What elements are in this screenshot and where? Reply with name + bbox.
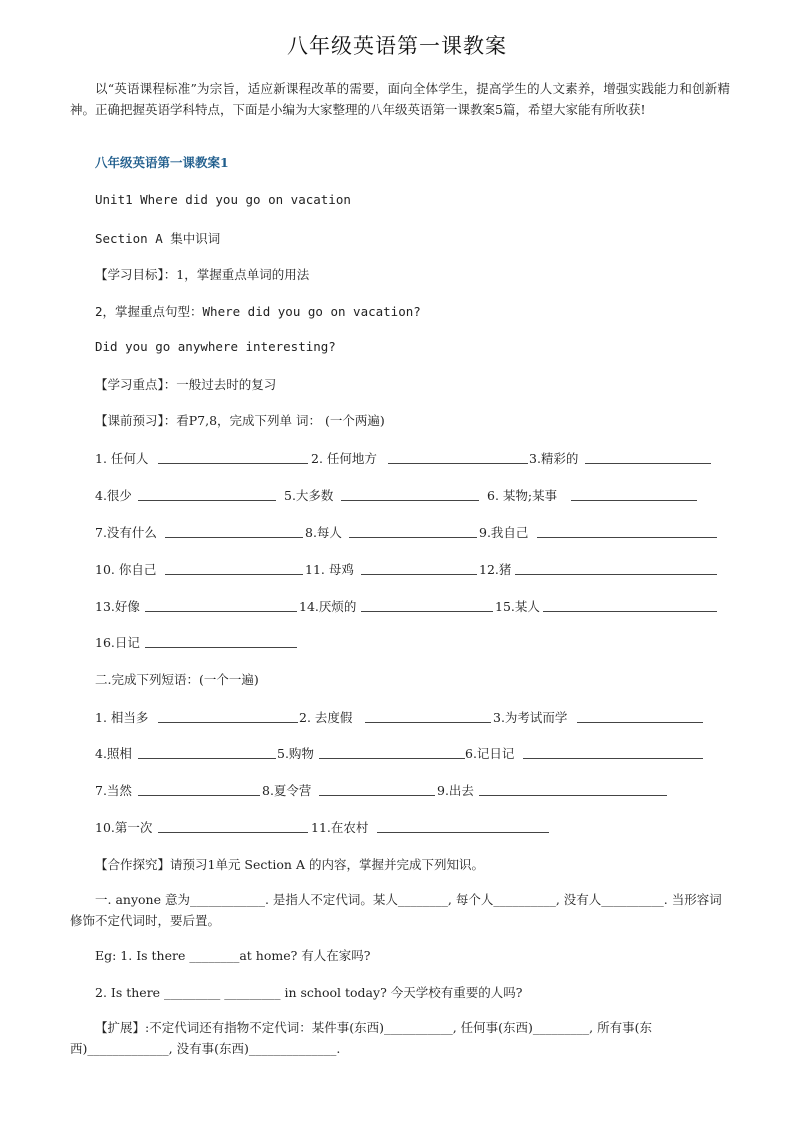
answer-blank[interactable] xyxy=(138,500,276,501)
word-label: 5.大多数 xyxy=(284,488,334,503)
extension-paragraph xyxy=(70,1017,730,1059)
answer-blank[interactable] xyxy=(319,795,435,796)
phrase-label: 1. 相当多 xyxy=(95,710,149,725)
word-label: 13.好像 xyxy=(95,599,140,614)
phrase-heading: 二.完成下列短语：(一个一遍) xyxy=(95,672,259,687)
phrase-label: 8.夏令营 xyxy=(262,783,312,798)
answer-blank[interactable] xyxy=(571,500,697,501)
phrase-label: 10.第一次 xyxy=(95,820,153,835)
page-title: 八年级英语第一课教案 xyxy=(287,34,507,58)
phrase-label: 11.在农村 xyxy=(311,820,369,835)
example-1: Eg: 1. Is there ________at home? 有人在家吗? xyxy=(95,948,371,963)
answer-blank[interactable] xyxy=(543,611,717,612)
anyone-text: 一. anyone 意为____________. 是指人不定代词。某人________, 每个人__________, 没有人__________. 当形容词修饰不定代词时，要后置。 xyxy=(70,892,722,928)
word-label: 14.厌烦的 xyxy=(299,599,357,614)
word-label: 10. 你自己 xyxy=(95,562,157,577)
answer-blank[interactable] xyxy=(577,722,703,723)
answer-blank[interactable] xyxy=(523,758,703,759)
answer-blank[interactable] xyxy=(319,758,465,759)
answer-blank[interactable] xyxy=(145,611,297,612)
answer-blank[interactable] xyxy=(165,537,303,538)
word-label: 16.日记 xyxy=(95,635,140,650)
word-label: 9.我自己 xyxy=(479,525,529,540)
answer-blank[interactable] xyxy=(145,647,297,648)
answer-blank[interactable] xyxy=(388,463,528,464)
word-label: 8.每人 xyxy=(305,525,342,540)
answer-blank[interactable] xyxy=(158,463,308,464)
answer-blank[interactable] xyxy=(361,574,477,575)
answer-blank[interactable] xyxy=(515,574,717,575)
answer-blank[interactable] xyxy=(361,611,493,612)
intro-paragraph xyxy=(70,78,730,120)
phrase-label: 3.为考试而学 xyxy=(493,710,568,725)
cooperative-exploration: 【合作探究】请预习1单元 Section A 的内容，掌握并完成下列知识。 xyxy=(95,857,484,872)
anyone-paragraph xyxy=(70,889,730,931)
word-label: 6. 某物;某事 xyxy=(487,488,558,503)
word-label: 4.很少 xyxy=(95,488,132,503)
section-title: Section A 集中识词 xyxy=(95,231,221,246)
preview-instruction: 【课前预习】：看P7,8，完成下列单 词： (一个两遍) xyxy=(95,413,385,428)
word-label: 7.没有什么 xyxy=(95,525,157,540)
learning-goal-2: 2，掌握重点句型：Where did you go on vacation? xyxy=(95,304,421,319)
answer-blank[interactable] xyxy=(138,795,260,796)
word-label: 12.猪 xyxy=(479,562,512,577)
answer-blank[interactable] xyxy=(158,722,298,723)
extension-text: 【扩展】:不定代词还有指物不定代词：某件事(东西)___________, 任何事(东西)_________, 所有事(东西)_____________, 没有事(东西)______________. xyxy=(70,1020,652,1056)
learning-goal-1: 【学习目标】：1，掌握重点单词的用法 xyxy=(95,267,310,282)
answer-blank[interactable] xyxy=(158,832,308,833)
word-label: 2. 任何地方 xyxy=(311,451,377,466)
word-label: 3.精彩的 xyxy=(529,451,579,466)
answer-blank[interactable] xyxy=(341,500,479,501)
phrase-label: 4.照相 xyxy=(95,746,132,761)
phrase-label: 9.出去 xyxy=(437,783,474,798)
answer-blank[interactable] xyxy=(479,795,667,796)
word-label: 11. 母鸡 xyxy=(305,562,354,577)
word-label: 1. 任何人 xyxy=(95,451,149,466)
key-point: 【学习重点】：一般过去时的复习 xyxy=(95,377,277,392)
section-heading: 八年级英语第一课教案1 xyxy=(95,155,229,170)
phrase-label: 6.记日记 xyxy=(465,746,515,761)
word-label: 15.某人 xyxy=(495,599,540,614)
answer-blank[interactable] xyxy=(537,537,717,538)
phrase-label: 7.当然 xyxy=(95,783,132,798)
answer-blank[interactable] xyxy=(165,574,303,575)
intro-text: 以“英语课程标准”为宗旨，适应新课程改革的需要，面向全体学生，提高学生的人文素养，增强实践能力和创新精神。正确把握英语学科特点，下面是小编为大家整理的八年级英语第一课教案5篇，希望大家能有所收获! xyxy=(70,81,730,117)
answer-blank[interactable] xyxy=(365,722,491,723)
example-2: 2. Is there _________ _________ in school today? 今天学校有重要的人吗? xyxy=(95,985,523,1000)
answer-blank[interactable] xyxy=(377,832,549,833)
answer-blank[interactable] xyxy=(349,537,477,538)
answer-blank[interactable] xyxy=(138,758,276,759)
phrase-label: 2. 去度假 xyxy=(299,710,353,725)
unit-title: Unit1 Where did you go on vacation xyxy=(95,192,351,207)
learning-goal-3: Did you go anywhere interesting? xyxy=(95,339,336,354)
phrase-label: 5.购物 xyxy=(277,746,314,761)
answer-blank[interactable] xyxy=(585,463,711,464)
